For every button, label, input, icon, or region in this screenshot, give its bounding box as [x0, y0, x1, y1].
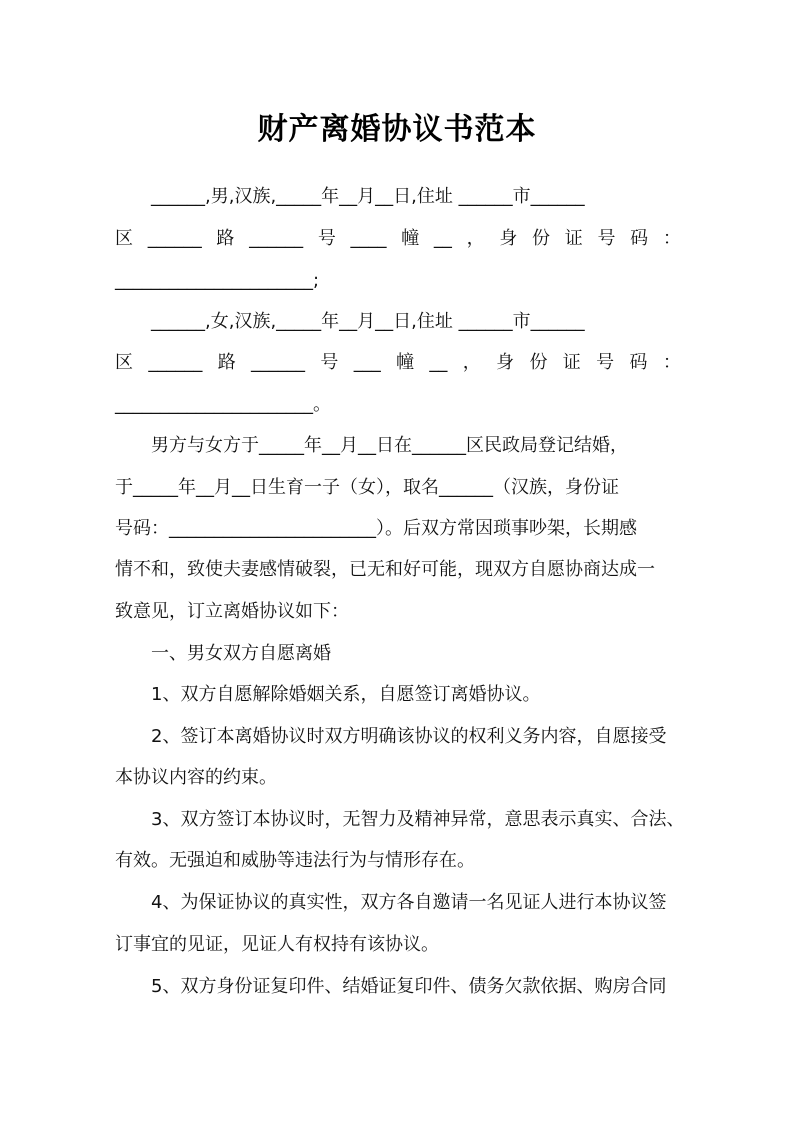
- text-segment: 路: [217, 352, 236, 373]
- text-segment: 证: [564, 228, 583, 249]
- text-segment: 区: [115, 228, 133, 249]
- male-party-line-3: ______________________;: [115, 270, 320, 291]
- text-segment: 份: [532, 228, 551, 249]
- intro-line: 情不和，致使夫妻感情破裂，已无和好可能，现双方自愿协商达成一: [115, 559, 655, 580]
- text-segment: 号: [597, 228, 616, 249]
- document-title: 财产离婚协议书范本: [257, 112, 537, 147]
- intro-line: 致意见，订立离婚协议如下：: [115, 601, 349, 622]
- text-segment: 码: [629, 352, 648, 373]
- clause-5: 5、双方身份证复印件、结婚证复印件、债务欠款依据、购房合同: [151, 976, 667, 997]
- blank-field: ______: [251, 352, 306, 373]
- clause-2: 2、签订本离婚协议时双方明确该协议的权利义务内容，自愿接受: [151, 726, 667, 747]
- clause-1: 1、双方自愿解除婚姻关系，自愿签订离婚协议。: [151, 684, 541, 705]
- text-segment: 路: [216, 228, 235, 249]
- female-party-line-2: [115, 351, 681, 375]
- text-segment: ，: [462, 352, 481, 373]
- clause-3: 3、双方签订本协议时，无智力及精神异常，意思表示真实、合法、: [151, 809, 685, 830]
- male-party-line-2: [115, 227, 681, 251]
- blank-field: __: [433, 228, 452, 249]
- text-segment: 证: [562, 352, 581, 373]
- text-segment: 幢: [401, 228, 420, 249]
- text-segment: 份: [529, 352, 548, 373]
- clause-3-cont: 有效。无强迫和威胁等违法行为与情形存在。: [115, 850, 475, 871]
- text-segment: 身: [499, 228, 518, 249]
- blank-field: ______: [148, 352, 203, 373]
- blank-field: ___: [353, 352, 381, 373]
- intro-line: 号码：_______________________）。后双方常因琐事吵架，长期感: [115, 518, 637, 539]
- blank-field: ____: [350, 228, 387, 249]
- blank-field: __: [429, 352, 448, 373]
- text-segment: 号: [317, 228, 336, 249]
- text-segment: ：: [662, 228, 681, 249]
- clause-4: 4、为保证协议的真实性，双方各自邀请一名见证人进行本协议签: [151, 892, 667, 913]
- clause-2-cont: 本协议内容的约束。: [115, 767, 277, 788]
- text-segment: 号: [320, 352, 339, 373]
- intro-line: 于_____年__月__日生育一子（女），取名______（汉族，身份证: [115, 477, 619, 498]
- male-party-line-1: ______,男,汉族,_____年__月__日,住址 ______市______: [151, 186, 585, 207]
- female-party-line-1: ______,女,汉族,_____年__月__日,住址 ______市______: [151, 311, 585, 332]
- intro-line: 男方与女方于_____年__月__日在______区民政局登记结婚，: [151, 435, 628, 456]
- blank-field: ______: [249, 228, 304, 249]
- section-heading: 一、男女双方自愿离婚: [151, 643, 331, 664]
- text-segment: ，: [466, 228, 485, 249]
- text-segment: ：: [662, 352, 681, 373]
- clause-4-cont: 订事宜的见证，见证人有权持有该协议。: [115, 934, 439, 955]
- blank-field: ______: [147, 228, 202, 249]
- female-party-line-3: ______________________。: [115, 394, 331, 415]
- text-segment: 码: [630, 228, 649, 249]
- text-segment: 区: [115, 352, 133, 373]
- text-segment: 幢: [396, 352, 415, 373]
- text-segment: 身: [496, 352, 515, 373]
- text-segment: 号: [596, 352, 615, 373]
